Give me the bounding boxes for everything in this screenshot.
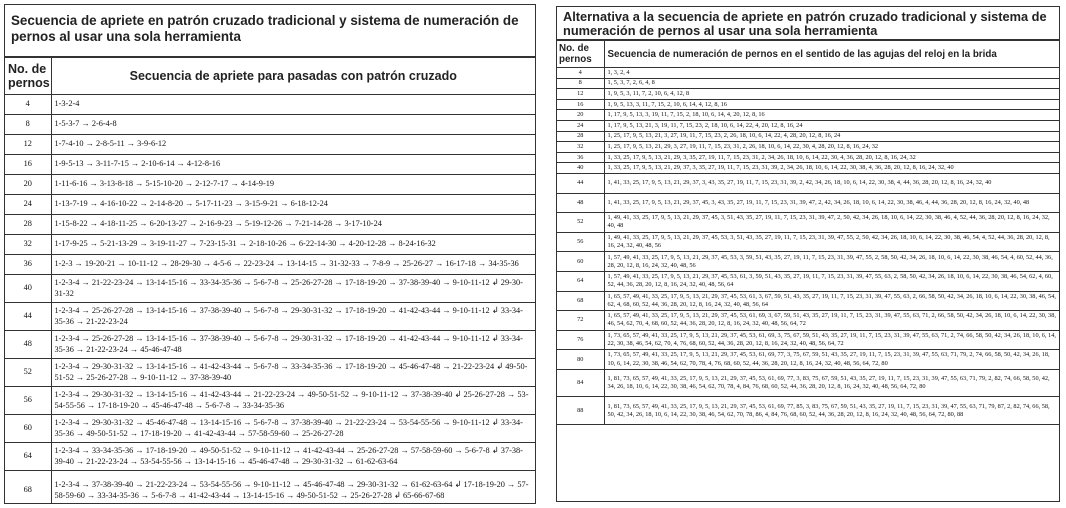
bolt-count-cell: 80 bbox=[557, 350, 604, 370]
table-row bbox=[5, 303, 535, 331]
sequence-cell: 1, 81, 73, 65, 57, 49, 41, 33, 25, 17, 9, 5, 13, 21, 29, 37, 45, 53, 61, 69, 77, 3, 83, 75, 67, 59, 51, 43, 35, 27, 19, 11, 7, 15, 23, 31, 39, 47, 55, 63, 71, 79, 2, 82, 74, 66, 58, 50, 42, 34, 26, 18, 10, 6, 14, 22, 30, 38, 46, 54, 62, 70, 78, 4, 84, 76, 68, 60, 52, 44, 36, 28, 20, 12, 8, 16, 24, 32, 40, 48, 56, 64, 72, 80 bbox=[604, 369, 1059, 397]
sequence-cell: 1, 57, 49, 41, 33, 25, 17, 9, 5, 13, 21, 29, 37, 45, 53, 3, 59, 51, 43, 35, 27, 19, 11, 7, 15, 23, 31, 39, 47, 55, 2, 58, 50, 42, 34, 26, 18, 10, 6, 14, 22, 30, 38, 46, 54, 4, 60, 52, 44, 36, 28, 20, 12, 8, 16, 24, 32, 40, 48, 56 bbox=[604, 252, 1059, 272]
sequence-cell: 1-2-3-4 → 25-26-27-28 → 13-14-15-16 → 37-38-39-40 → 5-6-7-8 → 29-30-31-32 → 17-18-19-20 → 41-42-43-44 → 9-10-11-12 ↲ 33-34-35-36 → 21-22-23-24 bbox=[51, 303, 535, 331]
table-row bbox=[557, 152, 1059, 163]
sequence-cell: 1, 33, 25, 17, 9, 5, 13, 21, 29, 37, 3, 35, 27, 19, 11, 7, 15, 23, 31, 39, 2, 34, 26, 18, 10, 6, 14, 22, 30, 38, 4, 36, 28, 20, 12, 8, 16, 24, 32, 40 bbox=[604, 163, 1059, 174]
alternative-table-title: Alternativa a la secuencia de apriete en patrón cruzado tradicional y sistema de numeración de pernos al usar una sola herramienta bbox=[557, 7, 1059, 40]
table-row bbox=[557, 193, 1059, 213]
bolt-count-cell: 36 bbox=[5, 255, 51, 275]
sequence-cell: 1, 17, 9, 5, 13, 3, 19, 11, 7, 15, 2, 18, 10, 6, 14, 4, 20, 12, 8, 16 bbox=[604, 110, 1059, 121]
table-row bbox=[557, 120, 1059, 131]
table-row bbox=[557, 68, 1059, 79]
bolt-count-cell: 52 bbox=[5, 359, 51, 387]
sequence-cell: 1, 25, 17, 9, 5, 13, 21, 3, 27, 19, 11, 7, 15, 23, 2, 26, 18, 10, 6, 14, 22, 4, 28, 20, 12, 8, 16, 24 bbox=[604, 131, 1059, 142]
sequence-cell: 1-7-4-10 → 2-8-5-11 → 3-9-6-12 bbox=[51, 135, 535, 155]
bolt-count-cell: 44 bbox=[5, 303, 51, 331]
sequence-cell: 1-2-3-4 → 29-30-31-32 → 13-14-15-16 → 41-42-43-44 → 21-22-23-24 → 49-50-51-52 → 9-10-11-12 → 37-38-39-40 ↲ 25-26-27-28 → 53-54-55-56 → 17-18-19-20 → 45-46-47-48 → 5-6-7-8 → 33-34-35-36 bbox=[51, 387, 535, 415]
bolt-count-cell: 68 bbox=[557, 291, 604, 311]
bolt-count-header: No. de pernos bbox=[5, 58, 51, 95]
table-row bbox=[5, 275, 535, 303]
alternative-sequence-table bbox=[557, 40, 1059, 425]
table-row bbox=[557, 311, 1059, 331]
traditional-table-body bbox=[5, 95, 535, 505]
sequence-cell: 1, 81, 73, 65, 57, 49, 41, 33, 25, 17, 9, 5, 13, 21, 29, 37, 45, 53, 61, 69, 77, 85, 3, 83, 75, 67, 59, 51, 43, 35, 27, 19, 11, 7, 15, 23, 31, 39, 47, 55, 63, 71, 79, 87, 2, 82, 74, 66, 58, 50, 42, 34, 26, 18, 10, 6, 14, 22, 30, 38, 46, 54, 62, 70, 78, 86, 4, 84, 76, 68, 60, 52, 44, 36, 28, 20, 12, 8, 16, 24, 32, 40, 48, 56, 64, 72, 80, 88 bbox=[604, 397, 1059, 425]
sequence-cell: 1, 3, 2, 4 bbox=[604, 68, 1059, 79]
bolt-count-cell: 48 bbox=[5, 331, 51, 359]
table-row bbox=[557, 110, 1059, 121]
sequence-cell: 1-2-3-4 → 25-26-27-28 → 13-14-15-16 → 37-38-39-40 → 5-6-7-8 → 29-30-31-32 → 17-18-19-20 → 41-42-43-44 → 9-10-11-12 ↲ 33-34-35-36 → 21-22-23-24 → 45-46-47-48 bbox=[51, 331, 535, 359]
sequence-cell: 1-2-3-4 → 33-34-35-36 → 17-18-19-20 → 49-50-51-52 → 9-10-11-12 → 41-42-43-44 → 25-26-27-28 → 57-58-59-60 → 5-6-7-8 ↲ 37-38-39-40 → 21-22-23-24 → 53-54-55-56 → 13-14-15-16 → 45-46-47-48 → 29-30-31-32 → 61-62-63-64 bbox=[51, 443, 535, 471]
traditional-table-title: Secuencia de apriete en patrón cruzado tradicional y sistema de numeración de pernos al usar una sola herramienta bbox=[5, 5, 535, 57]
sequence-cell: 1-2-3-4 → 29-30-31-32 → 13-14-15-16 → 41-42-43-44 → 5-6-7-8 → 33-34-35-36 → 17-18-19-20 → 45-46-47-48 → 21-22-23-24 ↲ 49-50-51-52 → 25-26-27-28 → 9-10-11-12 → 37-38-39-40 bbox=[51, 359, 535, 387]
bolt-count-cell: 36 bbox=[557, 152, 604, 163]
bolt-count-cell: 20 bbox=[557, 110, 604, 121]
sequence-header: Secuencia de apriete para pasadas con patrón cruzado bbox=[51, 58, 535, 95]
sequence-cell: 1-3-2-4 bbox=[51, 95, 535, 115]
sequence-cell: 1-9-5-13 → 3-11-7-15 → 2-10-6-14 → 4-12-8-16 bbox=[51, 155, 535, 175]
sequence-cell: 1-2-3-4 → 37-38-39-40 → 21-22-23-24 → 53-54-55-56 → 9-10-11-12 → 45-46-47-48 → 29-30-31-32 → 61-62-63-64 ↲ 17-18-19-20 → 57-58-59-60 → 33-34-35-36 → 5-6-7-8 → 41-42-43-44 → 13-14-15-16 → 49-50-51-52 → 25-26-27-28 ↲ 65-66-67-68 bbox=[51, 471, 535, 505]
table-row bbox=[5, 95, 535, 115]
table-row bbox=[5, 195, 535, 215]
table-row bbox=[5, 215, 535, 235]
sequence-cell: 1, 49, 41, 33, 25, 17, 9, 5, 13, 21, 29, 37, 45, 3, 51, 43, 35, 27, 19, 11, 7, 15, 23, 31, 39, 47, 2, 50, 42, 34, 26, 18, 10, 6, 14, 22, 30, 38, 46, 4, 52, 44, 36, 28, 20, 12, 8, 16, 24, 32, 40, 48 bbox=[604, 213, 1059, 233]
bolt-count-cell: 76 bbox=[557, 330, 604, 350]
bolt-count-cell: 12 bbox=[557, 89, 604, 100]
bolt-count-cell: 52 bbox=[557, 213, 604, 233]
bolt-count-cell: 56 bbox=[557, 232, 604, 252]
table-row bbox=[557, 131, 1059, 142]
sequence-cell: 1, 41, 33, 25, 17, 9, 5, 13, 21, 29, 37, 3, 43, 35, 27, 19, 11, 7, 15, 23, 31, 39, 2, 42, 34, 26, 18, 10, 6, 14, 22, 30, 38, 4, 44, 36, 28, 20, 12, 8, 16, 24, 32, 40 bbox=[604, 173, 1059, 193]
bolt-count-cell: 16 bbox=[5, 155, 51, 175]
bolt-count-cell: 8 bbox=[557, 78, 604, 89]
bolt-count-cell: 68 bbox=[5, 471, 51, 505]
table-row bbox=[5, 135, 535, 155]
sequence-cell: 1, 25, 17, 9, 5, 13, 21, 29, 3, 27, 19, 11, 7, 15, 23, 31, 2, 26, 18, 10, 6, 14, 22, 30, 4, 28, 20, 12, 8, 16, 24, 32 bbox=[604, 142, 1059, 153]
table-row bbox=[557, 397, 1059, 425]
table-row bbox=[5, 359, 535, 387]
sequence-cell: 1, 65, 57, 49, 41, 33, 25, 17, 9, 5, 13, 21, 29, 37, 45, 53, 61, 3, 67, 59, 51, 43, 35, 27, 19, 11, 7, 15, 23, 31, 39, 47, 55, 63, 2, 66, 58, 50, 42, 34, 26, 18, 10, 6, 14, 22, 30, 38, 46, 54, 62, 4, 68, 60, 52, 44, 36, 28, 20, 12, 8, 16, 24, 32, 40, 48, 56, 64 bbox=[604, 291, 1059, 311]
bolt-count-cell: 44 bbox=[557, 173, 604, 193]
sequence-cell: 1, 9, 5, 3, 11, 7, 2, 10, 6, 4, 12, 8 bbox=[604, 89, 1059, 100]
bolt-count-cell: 32 bbox=[5, 235, 51, 255]
table-row bbox=[5, 115, 535, 135]
bolt-count-cell: 72 bbox=[557, 311, 604, 331]
bolt-count-cell: 40 bbox=[557, 163, 604, 174]
bolt-count-cell: 64 bbox=[5, 443, 51, 471]
sequence-cell: 1-2-3-4 → 29-30-31-32 → 45-46-47-48 → 13-14-15-16 → 5-6-7-8 → 37-38-39-40 → 21-22-23-24 → 53-54-55-56 → 9-10-11-12 ↲ 33-34-35-36 → 49-50-51-52 → 17-18-19-20 → 41-42-43-44 → 57-58-59-60 → 25-26-27-28 bbox=[51, 415, 535, 443]
bolt-count-cell: 48 bbox=[557, 193, 604, 213]
alternative-table-body bbox=[557, 68, 1059, 425]
bolt-count-cell: 24 bbox=[557, 120, 604, 131]
sequence-cell: 1-13-7-19 → 4-16-10-22 → 2-14-8-20 → 5-17-11-23 → 3-15-9-21 → 6-18-12-24 bbox=[51, 195, 535, 215]
bolt-count-cell: 24 bbox=[5, 195, 51, 215]
sequence-cell: 1, 41, 33, 25, 17, 9, 5, 13, 21, 29, 37, 45, 3, 43, 35, 27, 19, 11, 7, 15, 23, 31, 39, 47, 2, 42, 34, 26, 18, 10, 6, 14, 22, 30, 38, 46, 4, 44, 36, 28, 20, 12, 8, 16, 24, 32, 40, 48 bbox=[604, 193, 1059, 213]
table-row bbox=[557, 330, 1059, 350]
bolt-count-cell: 88 bbox=[557, 397, 604, 425]
sequence-cell: 1-15-8-22 → 4-18-11-25 → 6-20-13-27 → 2-16-9-23 → 5-19-12-26 → 7-21-14-28 → 3-17-10-24 bbox=[51, 215, 535, 235]
sequence-cell: 1, 9, 5, 13, 3, 11, 7, 15, 2, 10, 6, 14, 4, 12, 8, 16 bbox=[604, 99, 1059, 110]
table-row bbox=[557, 99, 1059, 110]
table-row bbox=[557, 173, 1059, 193]
bolt-count-cell: 8 bbox=[5, 115, 51, 135]
table-row bbox=[557, 89, 1059, 100]
bolt-count-cell: 28 bbox=[557, 131, 604, 142]
table-row bbox=[5, 415, 535, 443]
bolt-count-cell: 4 bbox=[557, 68, 604, 79]
table-row bbox=[5, 331, 535, 359]
table-row bbox=[557, 213, 1059, 233]
table-row bbox=[557, 232, 1059, 252]
bolt-count-cell: 64 bbox=[557, 271, 604, 291]
table-row bbox=[557, 369, 1059, 397]
table-header-row bbox=[5, 58, 535, 95]
sequence-cell: 1-17-9-25 → 5-21-13-29 → 3-19-11-27 → 7-23-15-31 → 2-18-10-26 → 6-22-14-30 → 4-20-12-28 → 8-24-16-32 bbox=[51, 235, 535, 255]
table-row bbox=[5, 471, 535, 505]
sequence-cell: 1, 65, 57, 49, 41, 33, 25, 17, 9, 5, 13, 21, 29, 37, 45, 53, 61, 69, 3, 67, 59, 51, 43, 35, 27, 19, 11, 7, 15, 23, 31, 39, 47, 55, 63, 71, 2, 66, 58, 50, 42, 34, 26, 18, 10, 6, 14, 22, 30, 38, 46, 54, 62, 70, 4, 68, 60, 52, 44, 36, 28, 20, 12, 8, 16, 24, 32, 40, 48, 56, 64, 72 bbox=[604, 311, 1059, 331]
bolt-count-cell: 40 bbox=[5, 275, 51, 303]
bolt-count-header: No. de pernos bbox=[557, 41, 604, 68]
traditional-sequence-table bbox=[5, 57, 535, 504]
bolt-count-cell: 60 bbox=[557, 252, 604, 272]
sequence-cell: 1-2-3 → 19-20-21 → 10-11-12 → 28-29-30 → 4-5-6 → 22-23-24 → 13-14-15 → 31-32-33 → 7-8-9 → 25-26-27 → 16-17-18 → 34-35-36 bbox=[51, 255, 535, 275]
bolt-count-cell: 16 bbox=[557, 99, 604, 110]
bolt-count-cell: 12 bbox=[5, 135, 51, 155]
table-row bbox=[557, 78, 1059, 89]
table-row bbox=[5, 387, 535, 415]
bolt-count-cell: 84 bbox=[557, 369, 604, 397]
alternative-sequence-table-panel bbox=[556, 6, 1060, 502]
sequence-cell: 1, 49, 41, 33, 25, 17, 9, 5, 13, 21, 29, 37, 45, 53, 3, 51, 43, 35, 27, 19, 11, 7, 15, 23, 31, 39, 47, 55, 2, 50, 42, 34, 26, 18, 10, 6, 14, 22, 30, 38, 46, 54, 4, 52, 44, 36, 28, 20, 12, 8, 16, 24, 32, 40, 48, 56 bbox=[604, 232, 1059, 252]
sequence-cell: 1, 57, 49, 41, 33, 25, 17, 9, 5, 13, 21, 29, 37, 45, 53, 61, 3, 59, 51, 43, 35, 27, 19, 11, 7, 15, 23, 31, 39, 47, 55, 63, 2, 58, 50, 42, 34, 26, 18, 10, 6, 14, 22, 30, 38, 46, 54, 62, 4, 60, 52, 44, 36, 28, 20, 12, 8, 16, 24, 32, 40, 48, 56, 64 bbox=[604, 271, 1059, 291]
sequence-cell: 1, 33, 25, 17, 9, 5, 13, 21, 29, 3, 35, 27, 19, 11, 7, 15, 23, 31, 2, 34, 26, 18, 10, 6, 14, 22, 30, 4, 36, 28, 20, 12, 8, 16, 24, 32 bbox=[604, 152, 1059, 163]
table-row bbox=[5, 155, 535, 175]
table-row bbox=[5, 255, 535, 275]
sequence-cell: 1, 73, 65, 57, 49, 41, 33, 25, 17, 9, 5, 13, 21, 29, 37, 45, 53, 61, 69, 77, 3, 75, 67, 59, 51, 43, 35, 27, 19, 11, 7, 15, 23, 31, 39, 47, 55, 63, 71, 79, 2, 74, 66, 58, 50, 42, 34, 26, 18, 10, 6, 14, 22, 30, 38, 46, 54, 62, 70, 78, 4, 76, 68, 60, 52, 44, 36, 28, 20, 12, 8, 16, 24, 32, 40, 48, 56, 64, 72, 80 bbox=[604, 350, 1059, 370]
bolt-count-cell: 56 bbox=[5, 387, 51, 415]
table-row bbox=[557, 163, 1059, 174]
table-row bbox=[557, 271, 1059, 291]
sequence-cell: 1, 73, 65, 57, 49, 41, 33, 25, 17, 9, 5, 13, 21, 29, 37, 45, 53, 61, 69, 3, 75, 67, 59, 51, 43, 35, 27, 19, 11, 7, 15, 23, 31, 39, 47, 55, 63, 71, 2, 74, 66, 58, 50, 42, 34, 26, 18, 10, 6, 14, 22, 30, 38, 46, 54, 62, 70, 4, 76, 68, 60, 52, 44, 36, 28, 20, 12, 8, 16, 24, 32, 40, 48, 56, 64, 72 bbox=[604, 330, 1059, 350]
bolt-count-cell: 4 bbox=[5, 95, 51, 115]
bolt-count-cell: 20 bbox=[5, 175, 51, 195]
sequence-header: Secuencia de numeración de pernos en el sentido de las agujas del reloj en la brida bbox=[604, 41, 1059, 68]
sequence-cell: 1-5-3-7 → 2-6-4-8 bbox=[51, 115, 535, 135]
bolt-count-cell: 28 bbox=[5, 215, 51, 235]
sequence-cell: 1, 17, 9, 5, 13, 21, 3, 19, 11, 7, 15, 23, 2, 18, 10, 6, 14, 22, 4, 20, 12, 8, 16, 24 bbox=[604, 120, 1059, 131]
sequence-cell: 1-11-6-16 → 3-13-8-18 → 5-15-10-20 → 2-12-7-17 → 4-14-9-19 bbox=[51, 175, 535, 195]
table-row bbox=[557, 252, 1059, 272]
table-row bbox=[5, 235, 535, 255]
sequence-cell: 1-2-3-4 → 21-22-23-24 → 13-14-15-16 → 33-34-35-36 → 5-6-7-8 → 25-26-27-28 → 17-18-19-20 → 37-38-39-40 → 9-10-11-12 ↲ 29-30-31-32 bbox=[51, 275, 535, 303]
sequence-cell: 1, 5, 3, 7, 2, 6, 4, 8 bbox=[604, 78, 1059, 89]
traditional-sequence-table-panel bbox=[4, 4, 536, 504]
table-row bbox=[5, 443, 535, 471]
table-row bbox=[557, 350, 1059, 370]
table-row bbox=[557, 142, 1059, 153]
table-header-row bbox=[557, 41, 1059, 68]
bolt-count-cell: 32 bbox=[557, 142, 604, 153]
table-row bbox=[5, 175, 535, 195]
bolt-count-cell: 60 bbox=[5, 415, 51, 443]
table-row bbox=[557, 291, 1059, 311]
